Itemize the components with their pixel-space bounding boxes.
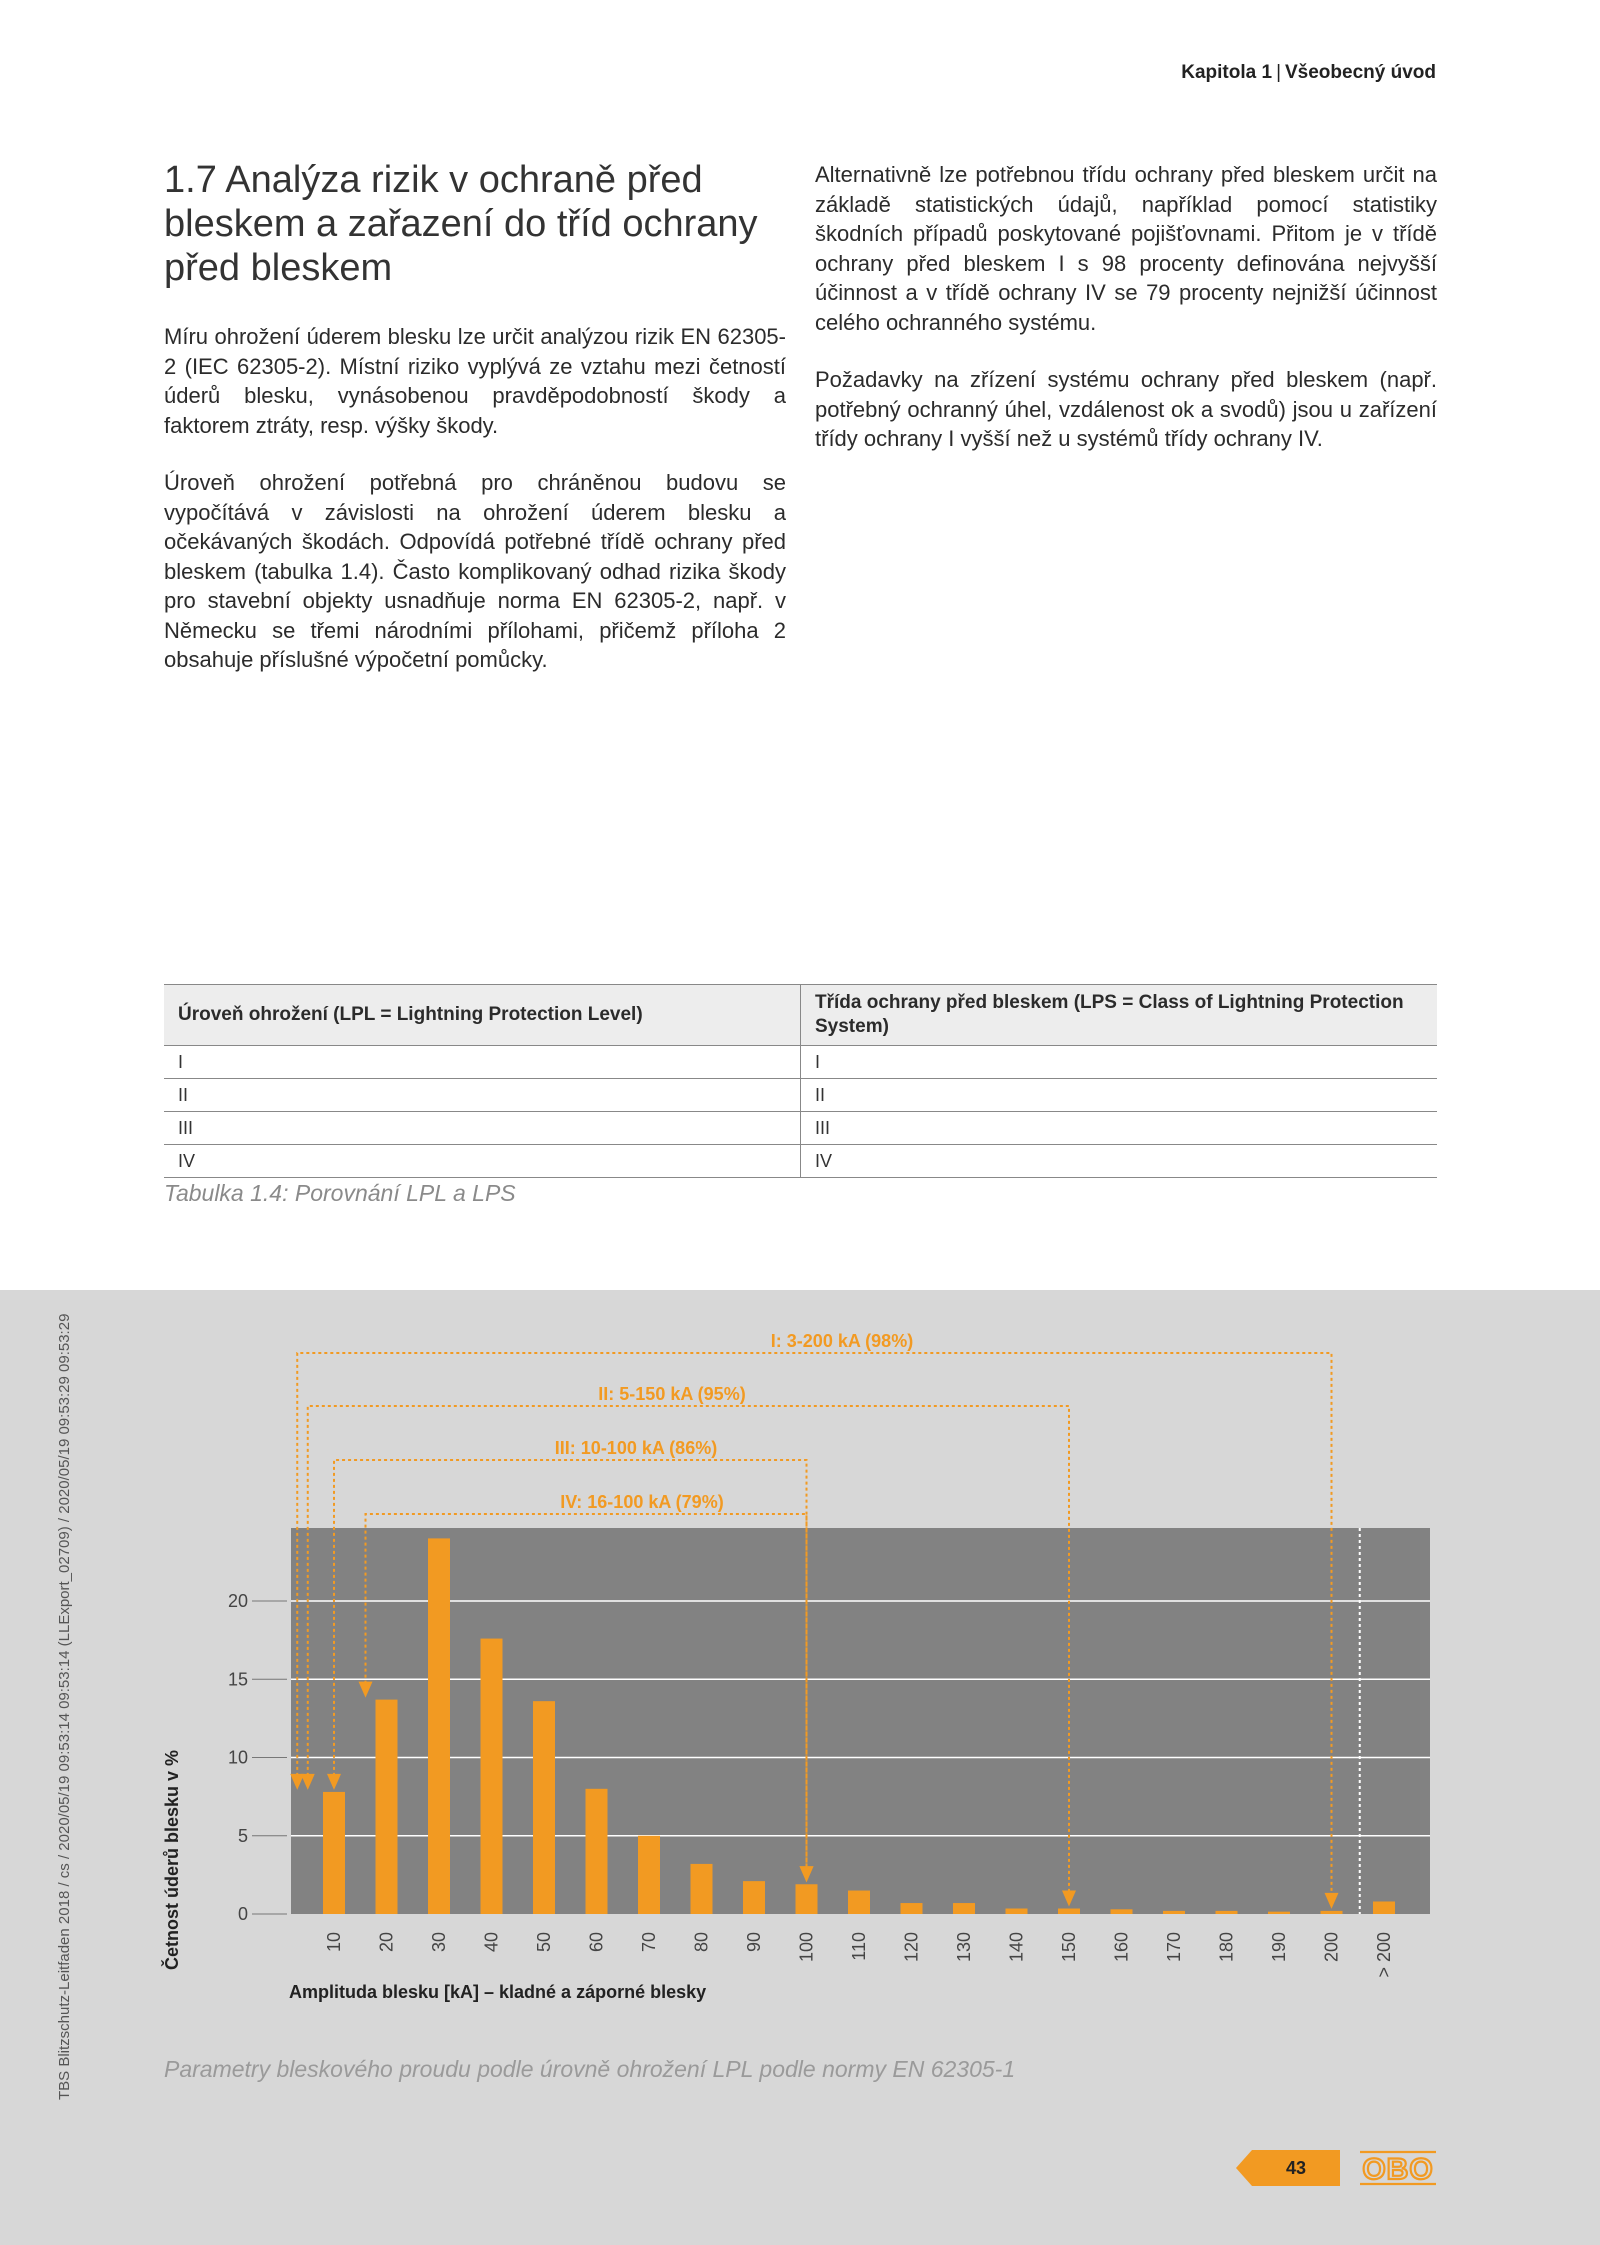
annotation-label: IV: 16-100 kA (79%) bbox=[560, 1492, 724, 1512]
table-cell: II bbox=[164, 1079, 801, 1112]
bar-80 bbox=[691, 1864, 713, 1914]
bar-> 200 bbox=[1373, 1901, 1395, 1914]
table-cell: I bbox=[164, 1046, 801, 1079]
column-header-lpl: Úroveň ohrožení (LPL = Lightning Protection Level) bbox=[164, 985, 801, 1046]
chapter-label: Kapitola 1 bbox=[1181, 62, 1273, 83]
x-axis-title: Amplituda blesku [kA] – kladné a záporné blesky bbox=[289, 1982, 707, 2002]
x-tick-label: 10 bbox=[324, 1932, 344, 1953]
bar-170 bbox=[1163, 1911, 1185, 1914]
x-tick-label: 130 bbox=[954, 1932, 974, 1963]
bar-10 bbox=[323, 1792, 345, 1914]
bar-140 bbox=[1006, 1909, 1028, 1914]
bar-60 bbox=[586, 1789, 608, 1914]
y-axis-title: Četnost úderů blesku v % bbox=[162, 1749, 182, 1970]
x-tick-label: 60 bbox=[586, 1932, 607, 1953]
annotation-label: I: 3-200 kA (98%) bbox=[770, 1331, 914, 1351]
bar-190 bbox=[1268, 1912, 1290, 1914]
bar-160 bbox=[1111, 1909, 1133, 1914]
table-row bbox=[164, 1112, 1437, 1145]
page-number: 43 bbox=[1285, 2158, 1307, 2178]
page-number-badge bbox=[1236, 2150, 1340, 2186]
y-tick-label: 0 bbox=[237, 1904, 248, 1924]
table-row bbox=[164, 1079, 1437, 1112]
x-tick-label: 140 bbox=[1006, 1932, 1027, 1963]
bar-150 bbox=[1058, 1909, 1080, 1914]
header-separator: | bbox=[1276, 62, 1281, 83]
paragraph: Úroveň ohrožení potřebná pro chráněnou budovu se vypočítává v závislosti na ohrožení úderem blesku a očekávaných škodách. Odpovídá potřebné třídě ochrany před bleskem (tabulka 1.4). Často komplikovaný odhad rizika škody pro stavební objekty usnadňuje norma EN 62305-2, např. v Německu se třemi národními přílohami, přičemž příloha 2 obsahuje příslušné výpočetní pomůcky. bbox=[164, 470, 786, 672]
table-cell: IV bbox=[164, 1145, 801, 1178]
x-tick-label: 110 bbox=[849, 1932, 869, 1961]
x-tick-label: 150 bbox=[1059, 1932, 1079, 1963]
annotation-label: II: 5-150 kA (95%) bbox=[598, 1384, 746, 1404]
x-tick-label: 160 bbox=[1111, 1932, 1132, 1963]
table-cell: III bbox=[164, 1112, 801, 1145]
bar-110 bbox=[848, 1891, 870, 1914]
logo-text: OBO bbox=[1362, 2153, 1434, 2186]
x-tick-label: > 200 bbox=[1374, 1932, 1394, 1978]
x-tick-label: 120 bbox=[901, 1932, 922, 1963]
paragraph: Alternativně lze potřebnou třídu ochrany před bleskem určit na základě statistických údajů, například pomocí statistiky škodních případů poskytované pojišťovnami. Přitom je v třídě ochrany před bleskem I s 98 procenty definována nejvyšší účinnost a v třídě ochrany IV se 79 procenty nejnižší účinnost celého ochranného systému. bbox=[815, 162, 1437, 335]
table-row bbox=[164, 1145, 1437, 1178]
plot-area bbox=[291, 1528, 1430, 1914]
x-tick-label: 30 bbox=[429, 1932, 449, 1953]
lpl-lps-table bbox=[164, 984, 1437, 1178]
x-tick-label: 40 bbox=[481, 1932, 502, 1953]
bar-180 bbox=[1216, 1911, 1238, 1914]
x-tick-label: 20 bbox=[376, 1932, 397, 1953]
bar-100 bbox=[796, 1884, 818, 1914]
bar-120 bbox=[901, 1903, 923, 1914]
table-cell: IV bbox=[801, 1145, 1438, 1178]
x-tick-label: 50 bbox=[534, 1932, 554, 1953]
y-tick-label: 20 bbox=[227, 1591, 248, 1611]
table-row bbox=[164, 1046, 1437, 1079]
bar-70 bbox=[638, 1836, 660, 1914]
chart-caption: Parametry bleskového proudu podle úrovně ohrožení LPL podle normy EN 62305-1 bbox=[164, 2056, 1016, 2082]
x-tick-label: 170 bbox=[1164, 1932, 1184, 1963]
left-column bbox=[164, 158, 786, 703]
chapter-header bbox=[1181, 62, 1436, 84]
obo-logo-icon bbox=[1358, 2150, 1438, 2186]
x-tick-label: 200 bbox=[1321, 1932, 1342, 1963]
y-tick-label: 5 bbox=[237, 1825, 248, 1846]
x-tick-label: 190 bbox=[1269, 1932, 1289, 1963]
x-tick-label: 70 bbox=[639, 1932, 659, 1953]
bar-130 bbox=[953, 1903, 975, 1914]
table-caption: Tabulka 1.4: Porovnání LPL a LPS bbox=[164, 1180, 516, 1206]
x-tick-label: 90 bbox=[744, 1932, 764, 1953]
bar-50 bbox=[533, 1701, 555, 1914]
lightning-current-chart bbox=[0, 1290, 1600, 2030]
chapter-title: Všeobecný úvod bbox=[1285, 62, 1436, 83]
paragraph: Požadavky na zřízení systému ochrany před bleskem (např. potřebný ochranný úhel, vzdálenost ok a svodů) jsou u zařízení třídy ochrany I vyšší než u systémů třídy ochrany IV. bbox=[815, 367, 1437, 451]
side-note: TBS Blitzschutz-Leitfaden 2018 / cs / 2020/05/19 09:53:14 09:53:14 (LLExport_02709) / 2020/05/19 09:53:29 09:53:29 bbox=[56, 1313, 73, 2100]
section-title: 1.7 Analýza rizik v ochraně před bleskem a zařazení do tříd ochrany před bleskem bbox=[164, 159, 758, 289]
bar-200 bbox=[1321, 1911, 1343, 1914]
table-cell: I bbox=[801, 1046, 1438, 1079]
bar-30 bbox=[428, 1538, 450, 1914]
bar-20 bbox=[376, 1700, 398, 1914]
x-tick-label: 100 bbox=[796, 1932, 817, 1963]
table-cell: III bbox=[801, 1112, 1438, 1145]
bar-40 bbox=[481, 1639, 503, 1914]
x-tick-label: 180 bbox=[1216, 1932, 1237, 1963]
column-header-lps: Třída ochrany před bleskem (LPS = Class of Lightning Protection System) bbox=[801, 985, 1438, 1046]
y-tick-label: 15 bbox=[227, 1669, 248, 1690]
table-header-row bbox=[164, 985, 1437, 1046]
right-column bbox=[815, 160, 1437, 482]
x-tick-label: 80 bbox=[691, 1932, 712, 1953]
table-cell: II bbox=[801, 1079, 1438, 1112]
bar-90 bbox=[743, 1881, 765, 1914]
annotation-label: III: 10-100 kA (86%) bbox=[554, 1438, 718, 1458]
paragraph: Míru ohrožení úderem blesku lze určit analýzou rizik EN 62305-2 (IEC 62305-2). Místní riziko vyplývá ze vztahu mezi četností úderů blesku, vynásobenou pravděpodobností škody a faktorem ztráty, resp. výšky škody. bbox=[164, 324, 786, 438]
y-tick-label: 10 bbox=[227, 1747, 248, 1768]
